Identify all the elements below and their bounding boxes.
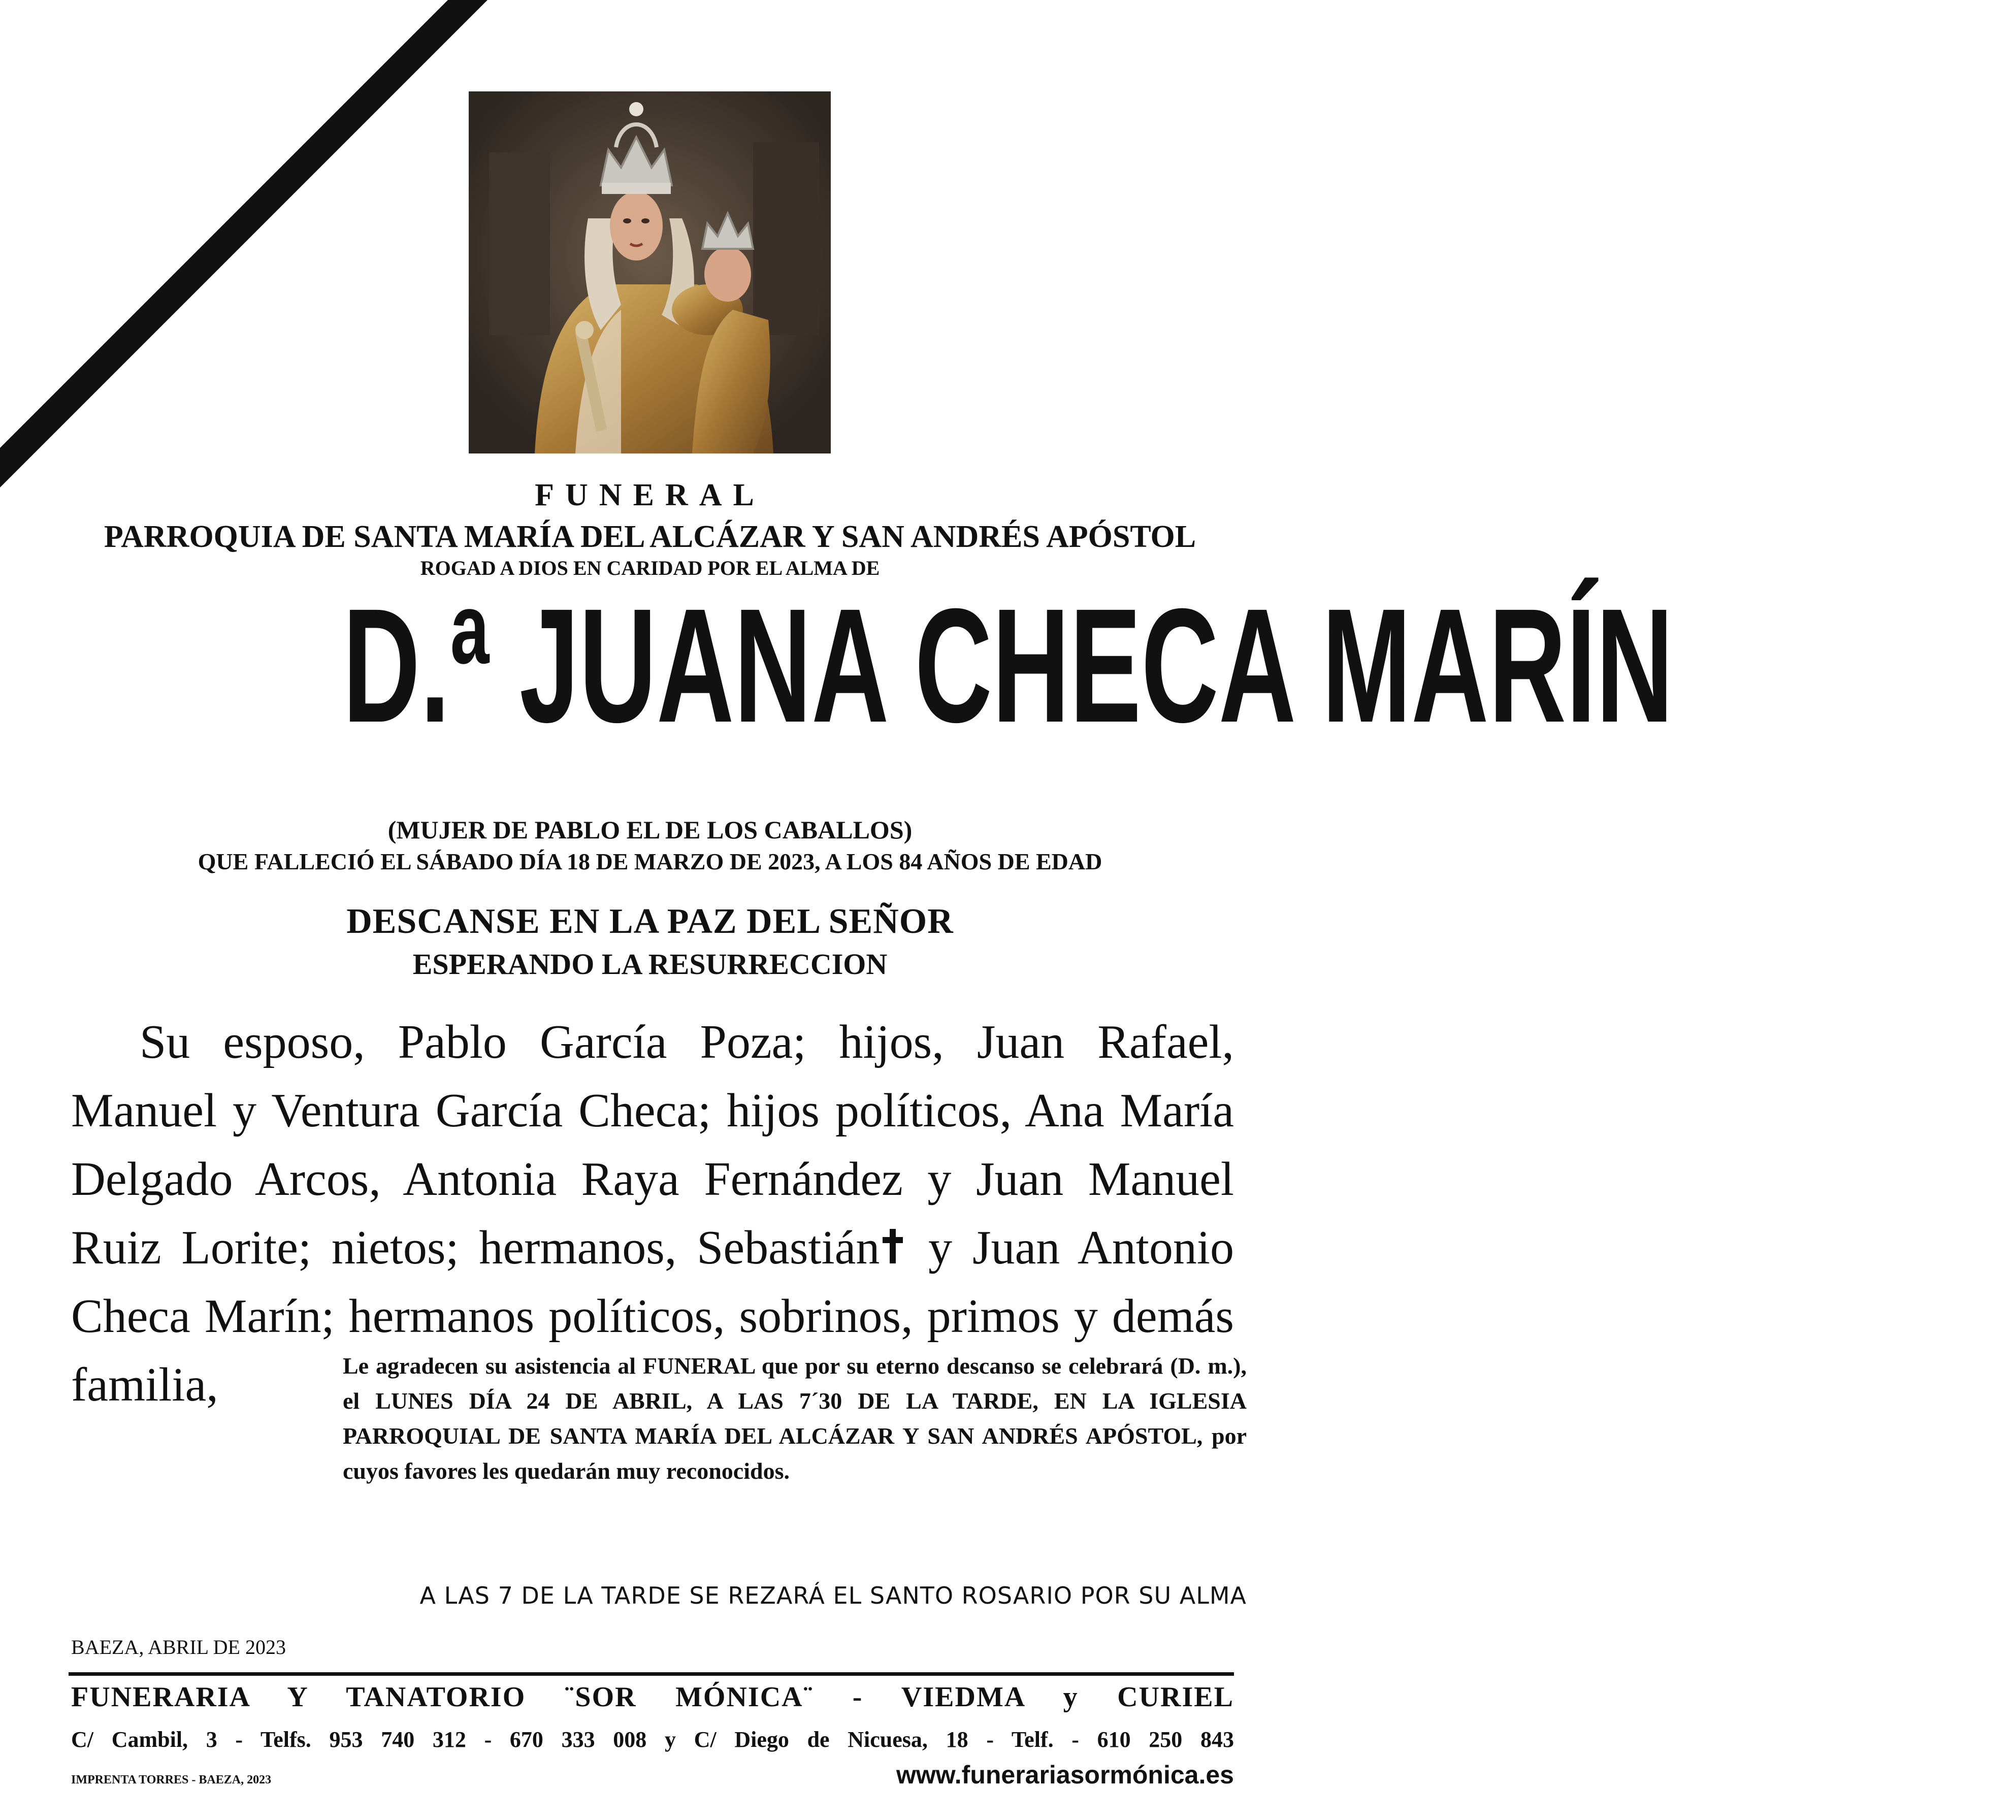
deceased-nickname: (MUJER DE PABLO EL DE LOS CABALLOS) — [387, 816, 913, 844]
blessing-line-2: ESPERANDO LA RESURRECCION — [412, 948, 888, 981]
parish-name: PARROQUIA DE SANTA MARÍA DEL ALCÁZAR Y SAN ANDRÉS APÓSTOL — [104, 519, 1196, 554]
deceased-name — [0, 574, 1674, 756]
funeral-home-address: C/ Cambil, 3 - Telfs. 953 740 312 - 670 333 008 y C/ Diego de Nicuesa, 18 - Telf. - 610 250 843 — [71, 1727, 1234, 1752]
notice-title: FUNERAL — [535, 478, 765, 512]
blessing-line-1: DESCANSE EN LA PAZ DEL SEÑOR — [346, 902, 954, 941]
death-details: QUE FALLECIÓ EL SÁBADO DÍA 18 DE MARZO DE 2023, A LOS 84 AÑOS DE EDAD — [198, 849, 1102, 874]
deceased-name-text: D.ª JUANA CHECA MARÍN — [342, 574, 1674, 756]
funeral-invitation: Le agradecen su asistencia al FUNERAL que por su eterno descanso se celebrará (D. m.), el LUNES DÍA 24 DE ABRIL, A LAS 7´30 DE LA TARDE, EN LA IGLESIA PARROQUIAL DE SANTA MARÍA DEL ALCÁZAR Y SAN ANDRÉS APÓSTOL, por cuyos favores les quedarán muy reconocidos. — [343, 1353, 1247, 1484]
family-text-before-cross: Su esposo, Pablo García Poza; hijos, Juan Rafael, Manuel y Ventura García Checa; hijos políticos, Ana María Delgado Arcos, Antonia Raya Fernández y Juan Manuel Ruiz Lorite; nietos; hermanos, Sebastián — [71, 1016, 1234, 1274]
prayer-request: ROGAD A DIOS EN CARIDAD POR EL ALMA DE — [420, 557, 880, 579]
place-and-date: BAEZA, ABRIL DE 2023 — [71, 1636, 286, 1659]
funeral-home-name: FUNERARIA Y TANATORIO ¨SOR MÓNICA¨ - VIEDMA y CURIEL — [71, 1681, 1234, 1713]
cross-icon — [881, 1229, 905, 1263]
family-text-after-cross: y Juan Antonio Checa Marín; hermanos políticos, sobrinos, primos y demás familia, — [71, 1221, 1234, 1411]
virgin-and-child-image — [469, 91, 831, 453]
website-link[interactable]: www.funerariasormónica.es — [896, 1761, 1234, 1789]
virgin-and-child-portrait — [469, 91, 831, 453]
printer-credit: IMPRENTA TORRES - BAEZA, 2023 — [71, 1773, 272, 1786]
rosary-notice: A LAS 7 DE LA TARDE SE REZARÁ EL SANTO ROSARIO POR SU ALMA — [419, 1582, 1247, 1609]
mourning-ribbon-icon — [0, 0, 487, 488]
footer-divider — [69, 1672, 1234, 1676]
